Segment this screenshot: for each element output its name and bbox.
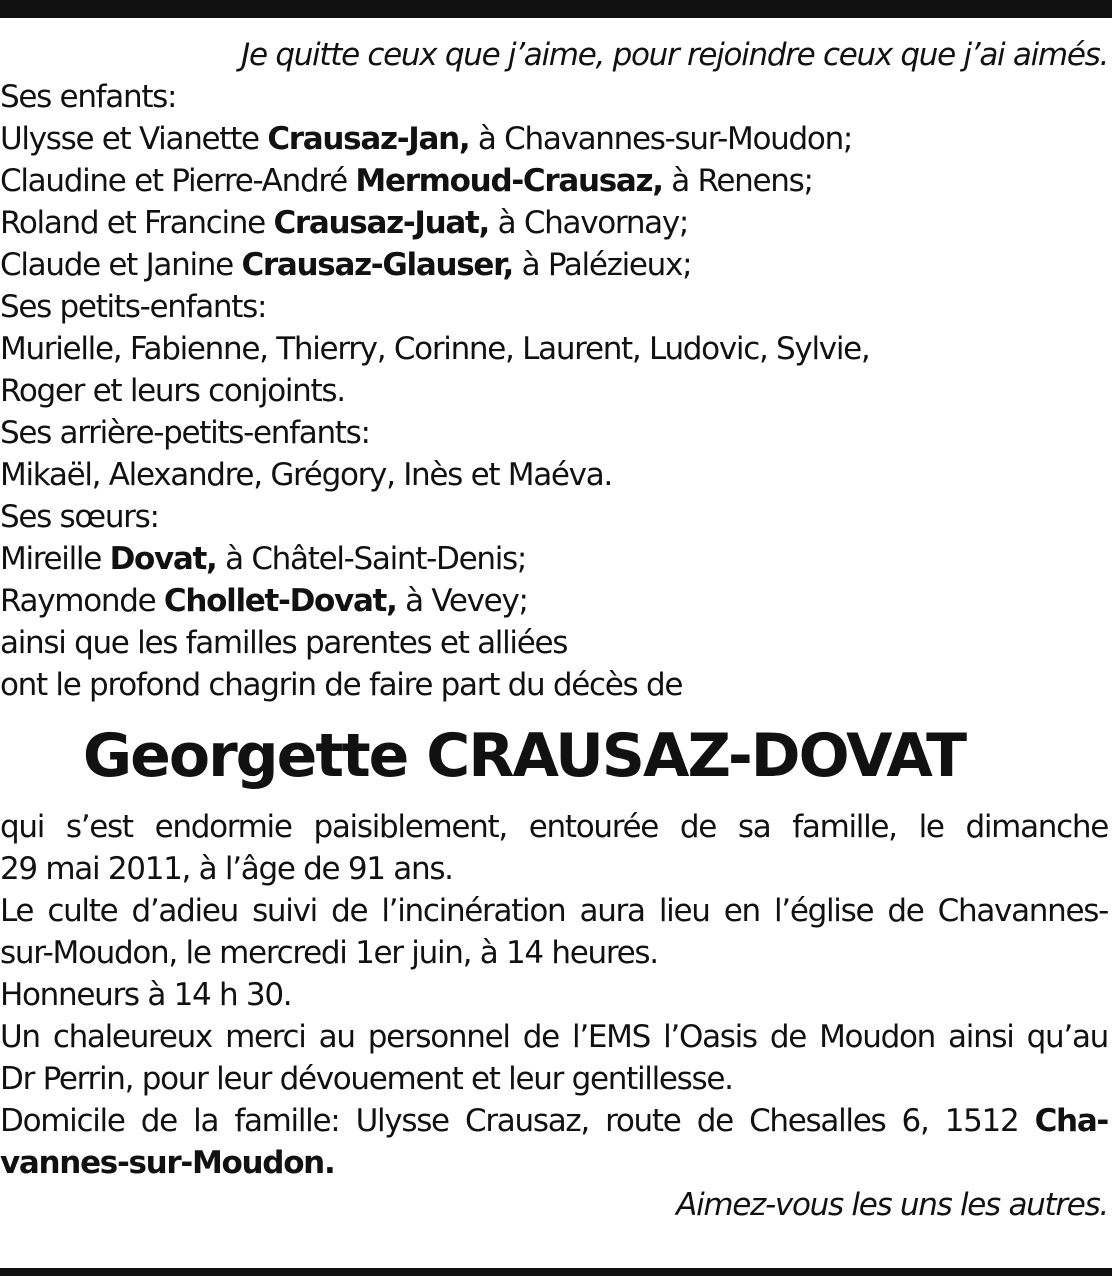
sister-surname: Chollet-Dovat, [163,583,397,619]
sister-entry [0,538,1108,580]
grandchildren-names: Murielle, Fabienne, Thierry, Corinne, Laurent, Ludovic, Sylvie, [0,331,870,367]
child-names: Roland et Francine [0,205,274,241]
great-grandchildren-names: Mikaël, Alexandre, Grégory, Inès et Maéva. [0,457,612,493]
grandchildren-names-cont: Roger et leurs conjoints. [0,373,345,409]
child-surname: Crausaz-Glauser, [241,247,514,283]
child-names: Claudine et Pierre-André [0,163,356,199]
child-names: Ulysse et Vianette [0,121,268,157]
grandchildren-heading: Ses petits-enfants: [0,289,267,325]
sister-place: à Châtel-Saint-Denis; [216,541,527,577]
child-place: à Chavornay; [489,205,689,241]
child-entry [0,244,1108,286]
passing-line-cont: 29 mai 2011, à l’âge de 91 ans. [0,851,453,887]
child-entry [0,118,1108,160]
sister-place: à Vevey; [396,583,528,619]
service-line: Le culte d’adieu suivi de l’incinération aura lieu en l’église de Chavannes- [0,893,1108,929]
child-surname: Crausaz-Jan, [267,121,470,157]
closing-verse: Aimez-vous les uns les autres. [676,1187,1108,1223]
great-grandchildren-heading: Ses arrière-petits-enfants: [0,415,370,451]
sisters-heading: Ses sœurs: [0,499,159,535]
deceased-name: Georgette CRAUSAZ-DOVAT [82,721,966,791]
service-line-cont: sur-Moudon, le mercredi 1er juin, à 14 heures. [0,935,658,971]
bottom-rule [0,1268,1112,1276]
domicile-line [0,1100,1108,1142]
domicile-town-cont: vannes-sur-Moudon. [0,1145,335,1181]
children-heading: Ses enfants: [0,79,177,115]
families-line: ainsi que les familles parentes et alliées [0,625,568,661]
thanks-line: Un chaleureux merci au personnel de l’EMS l’Oasis de Moudon ainsi qu’au [0,1019,1108,1055]
sister-names: Mireille [0,541,110,577]
child-place: à Chavannes-sur-Moudon; [469,121,853,157]
child-place: à Palézieux; [513,247,692,283]
thanks-line-cont: Dr Perrin, pour leur dévouement et leur gentillesse. [0,1061,733,1097]
sister-entry [0,580,1108,622]
child-surname: Crausaz-Juat, [273,205,490,241]
child-entry [0,160,1108,202]
top-rule [0,0,1112,18]
announcement-line: ont le profond chagrin de faire part du décès de [0,667,683,703]
honours-line: Honneurs à 14 h 30. [0,977,292,1013]
sister-names: Raymonde [0,583,164,619]
child-surname: Mermoud-Crausaz, [355,163,663,199]
death-notice [0,34,1108,1226]
epigraph: Je quitte ceux que j’aime, pour rejoindre ceux que j’ai aimés. [241,37,1108,73]
sister-surname: Dovat, [109,541,217,577]
child-names: Claude et Janine [0,247,242,283]
child-place: à Renens; [662,163,813,199]
domicile-town: Cha- [1034,1103,1108,1139]
child-entry [0,202,1108,244]
passing-line: qui s’est endormie paisiblement, entourée de sa famille, le dimanche [0,809,1108,845]
domicile-address: Domicile de la famille: Ulysse Crausaz, route de Chesalles 6, 1512 [0,1103,1035,1139]
